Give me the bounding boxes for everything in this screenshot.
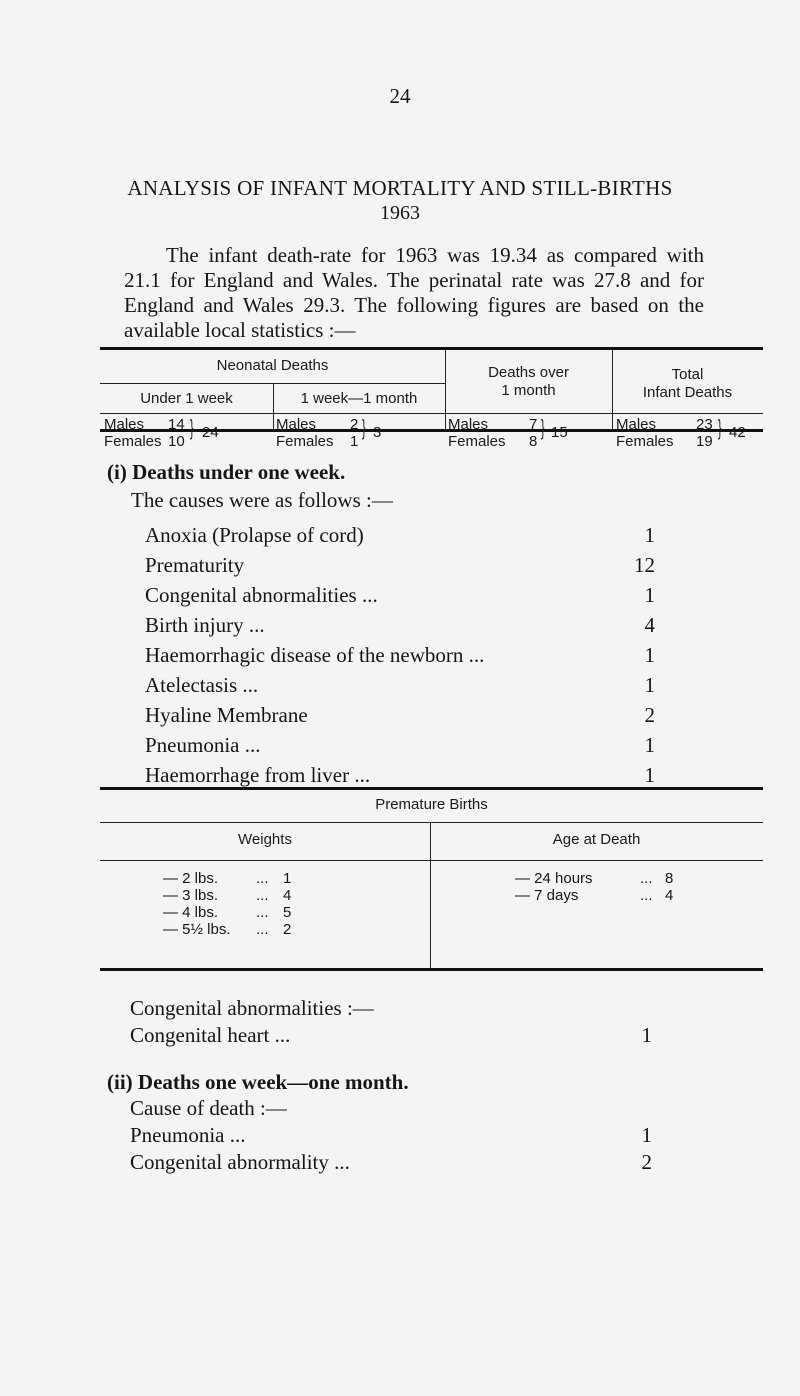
total-value: 42 xyxy=(729,424,746,441)
item-label: Haemorrhage from liver ... xyxy=(145,763,371,787)
leader-dots: ... xyxy=(640,870,653,887)
item-value: 1 xyxy=(641,1023,652,1047)
item-label: Birth injury ... xyxy=(145,613,265,637)
item-label: Anoxia (Prolapse of cord) xyxy=(145,523,364,547)
table-row-value: 4 xyxy=(283,887,292,904)
males-label: Males xyxy=(104,416,145,433)
table-row-value: 4 xyxy=(665,887,674,904)
item-label: Congenital heart ... xyxy=(130,1023,291,1047)
females-label: Females xyxy=(104,433,162,450)
males-value: 7 xyxy=(529,416,538,433)
item-value: 1 xyxy=(644,583,655,607)
table-row-value: 1 xyxy=(283,870,292,887)
page-number: 24 xyxy=(389,84,411,108)
header-neonatal: Neonatal Deaths xyxy=(216,357,329,374)
item-value: 1 xyxy=(644,763,655,787)
table-bottom-rule xyxy=(100,429,763,432)
table-row-value: 8 xyxy=(665,870,674,887)
total-value: 15 xyxy=(551,424,568,441)
item-label: Atelectasis ... xyxy=(145,673,259,697)
males-label: Males xyxy=(448,416,489,433)
item-value: 1 xyxy=(641,1123,652,1147)
age-header: Age at Death xyxy=(552,831,641,848)
table-header-rule xyxy=(100,860,763,861)
header-week-month: 1 week—1 month xyxy=(300,390,418,407)
header-infant-deaths: Infant Deaths xyxy=(642,384,733,401)
table-top-rule xyxy=(100,347,763,350)
report-year: 1963 xyxy=(380,202,420,224)
females-value: 19 xyxy=(696,433,713,450)
page-title: ANALYSIS OF INFANT MORTALITY AND STILL-BIRTHS xyxy=(127,176,673,200)
intro-paragraph: The infant death-rate for 1963 was 19.34 as compared with 21.1 for England and Wales. The perinatal rate was 27.8 and for England and Wales 29.3. The following figures are based on the available local statistics :— xyxy=(124,243,704,342)
header-total: Total xyxy=(671,366,704,383)
table-row-label: — 3 lbs. xyxy=(163,887,219,904)
item-value: 2 xyxy=(641,1150,652,1174)
item-label: Congenital abnormalities ... xyxy=(145,583,378,607)
males-label: Males xyxy=(276,416,317,433)
header-under-week: Under 1 week xyxy=(140,390,233,407)
leader-dots: ... xyxy=(256,921,269,938)
item-label: Prematurity xyxy=(145,553,245,577)
item-label: Pneumonia ... xyxy=(130,1123,246,1147)
table-sub-rule xyxy=(100,383,445,384)
section-heading: (i) Deaths under one week. xyxy=(107,460,346,484)
leader-dots: ... xyxy=(256,870,269,887)
females-value: 8 xyxy=(529,433,538,450)
females-label: Females xyxy=(448,433,506,450)
list-item xyxy=(145,553,655,583)
males-label: Males xyxy=(616,416,657,433)
females-label: Females xyxy=(616,433,674,450)
table-row-label: — 4 lbs. xyxy=(163,904,219,921)
item-label: Haemorrhagic disease of the newborn ... xyxy=(145,643,485,667)
leader-dots: ... xyxy=(640,887,653,904)
premature-title: Premature Births xyxy=(375,796,488,813)
list-item xyxy=(145,673,655,703)
item-label: Hyaline Membrane xyxy=(145,703,308,727)
item-label: Congenital abnormality ... xyxy=(130,1150,350,1174)
list-item xyxy=(130,1123,652,1153)
item-value: 1 xyxy=(644,523,655,547)
table-sub-rule xyxy=(100,822,763,823)
list-item xyxy=(130,1150,652,1180)
table-header-rule xyxy=(100,413,763,414)
section-heading: (ii) Deaths one week—one month. xyxy=(107,1070,409,1094)
list-item xyxy=(145,733,655,763)
item-value: 12 xyxy=(634,553,655,577)
congenital-heading: Congenital abnormalities :— xyxy=(130,996,374,1020)
list-item xyxy=(145,613,655,643)
brace-icon: } xyxy=(718,415,722,440)
males-value: 2 xyxy=(350,416,359,433)
header-over-month: Deaths over xyxy=(488,364,569,381)
total-value: 24 xyxy=(202,424,219,441)
leader-dots: ... xyxy=(256,887,269,904)
list-item xyxy=(145,583,655,613)
weights-header: Weights xyxy=(238,831,292,848)
males-value: 14 xyxy=(168,416,185,433)
list-item xyxy=(130,1023,652,1053)
table-top-rule xyxy=(100,787,763,790)
males-value: 23 xyxy=(696,416,713,433)
section-intro: The causes were as follows :— xyxy=(131,488,393,512)
brace-icon: } xyxy=(362,415,366,440)
table-row-label: — 24 hours xyxy=(515,870,593,887)
females-label: Females xyxy=(276,433,334,450)
item-value: 4 xyxy=(644,613,655,637)
item-value: 2 xyxy=(644,703,655,727)
females-value: 1 xyxy=(350,433,359,450)
header-over-month-2: 1 month xyxy=(501,382,556,399)
item-label: Pneumonia ... xyxy=(145,733,261,757)
item-value: 1 xyxy=(644,733,655,757)
females-value: 10 xyxy=(168,433,185,450)
list-item xyxy=(145,703,655,733)
list-item xyxy=(145,643,655,673)
brace-icon: } xyxy=(541,415,545,440)
table-row-label: — 7 days xyxy=(515,887,579,904)
item-value: 1 xyxy=(644,673,655,697)
list-item xyxy=(145,523,655,553)
section-intro: Cause of death :— xyxy=(130,1096,287,1120)
leader-dots: ... xyxy=(256,904,269,921)
table-row-value: 2 xyxy=(283,921,292,938)
table-bottom-rule xyxy=(100,968,763,971)
total-value: 3 xyxy=(373,424,382,441)
item-value: 1 xyxy=(644,643,655,667)
table-row-label: — 2 lbs. xyxy=(163,870,219,887)
table-row-value: 5 xyxy=(283,904,292,921)
brace-icon: } xyxy=(190,415,194,440)
table-row-label: — 5½ lbs. xyxy=(163,921,231,938)
